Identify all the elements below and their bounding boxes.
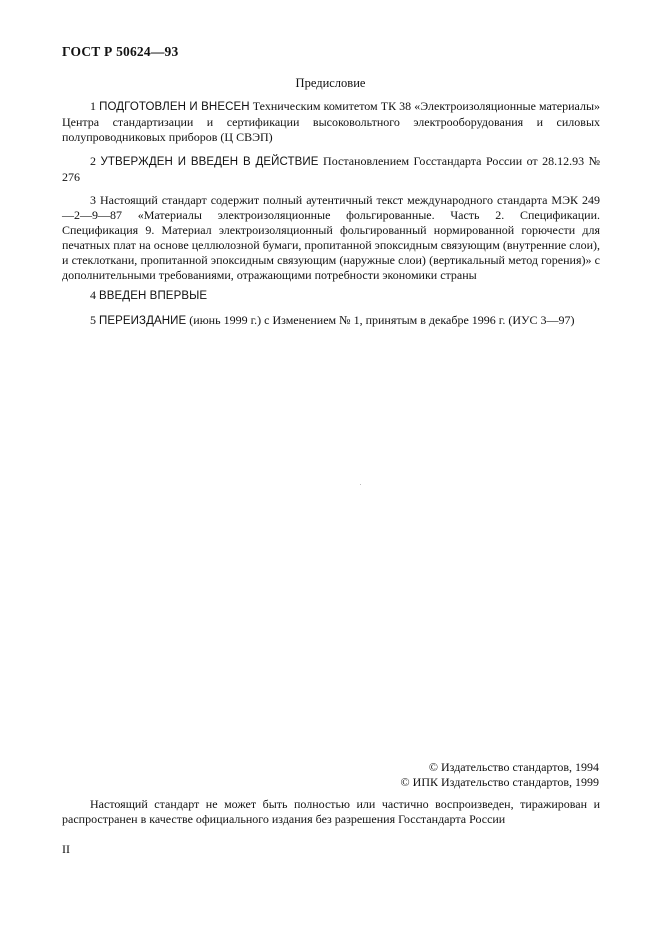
- paragraph-text: Постановлением Госстандарта России от 28.12.93 № 276: [62, 154, 601, 184]
- page-title: Предисловие: [295, 76, 366, 90]
- paragraph-caps-heading: УТВЕРЖДЕН И ВВЕДЕН В ДЕЙСТВИЕ: [100, 156, 319, 168]
- speck-mark: [360, 484, 361, 485]
- copyright-line-2: © ИПК Издательство стандартов, 1999: [400, 775, 599, 789]
- paragraph-number: 5: [90, 313, 96, 327]
- copyright-block: [401, 760, 599, 790]
- paragraph-number: 4: [90, 288, 96, 302]
- paragraph-1: [62, 99, 600, 145]
- paragraph-3: [62, 193, 600, 283]
- paragraph-number: 3: [90, 193, 96, 207]
- paragraph-text: Техническим комитетом ТК 38 «Электроизоляционные материалы» Центра стандартизации и сертификации высоковольтного электрооборудования и силовых полупроводниковых приборов (Ц СВЭП): [62, 99, 601, 144]
- paragraph-number: 1: [90, 99, 96, 113]
- paragraph-2: [62, 154, 600, 185]
- standard-code-header: ГОСТ Р 50624—93: [62, 44, 179, 59]
- reproduction-notice: Настоящий стандарт не может быть полностью или частично воспроизведен, тиражирован и распространен в качестве официального издания без разрешения Госстандарта России: [62, 797, 600, 826]
- paragraph-text: (июнь 1999 г.) с Изменением № 1, принятым в декабре 1996 г. (ИУС 3—97): [189, 313, 575, 327]
- paragraph-caps-heading: ПОДГОТОВЛЕН И ВНЕСЕН: [99, 101, 250, 113]
- paragraph-caps-heading: ВВЕДЕН ВПЕРВЫЕ: [99, 290, 208, 302]
- paragraph-number: 2: [90, 154, 96, 168]
- paragraph-5: [62, 313, 600, 329]
- paragraph-caps-heading: ПЕРЕИЗДАНИЕ: [99, 315, 187, 327]
- paragraph-text: Настоящий стандарт содержит полный аутентичный текст международного стандарта МЭК 249—2—9—87 «Материалы электроизоляционные фольгированные. Часть 2. Спецификации. Спецификация 9. Материал электроизоляционный фольгированный нормированной горючести для печатных плат на основе целлюлозной бумаги, пропитанной эпоксидным связующим (внутренние слои), и стеклоткани, пропитанной эпоксидным связующим (наружные слои) (вертикальный метод горения)» с дополнительными требованиями, отражающими потребности экономики страны: [62, 193, 600, 282]
- copyright-line-1: © Издательство стандартов, 1994: [428, 760, 599, 774]
- paragraph-4: [62, 288, 600, 304]
- page-number: II: [62, 842, 70, 856]
